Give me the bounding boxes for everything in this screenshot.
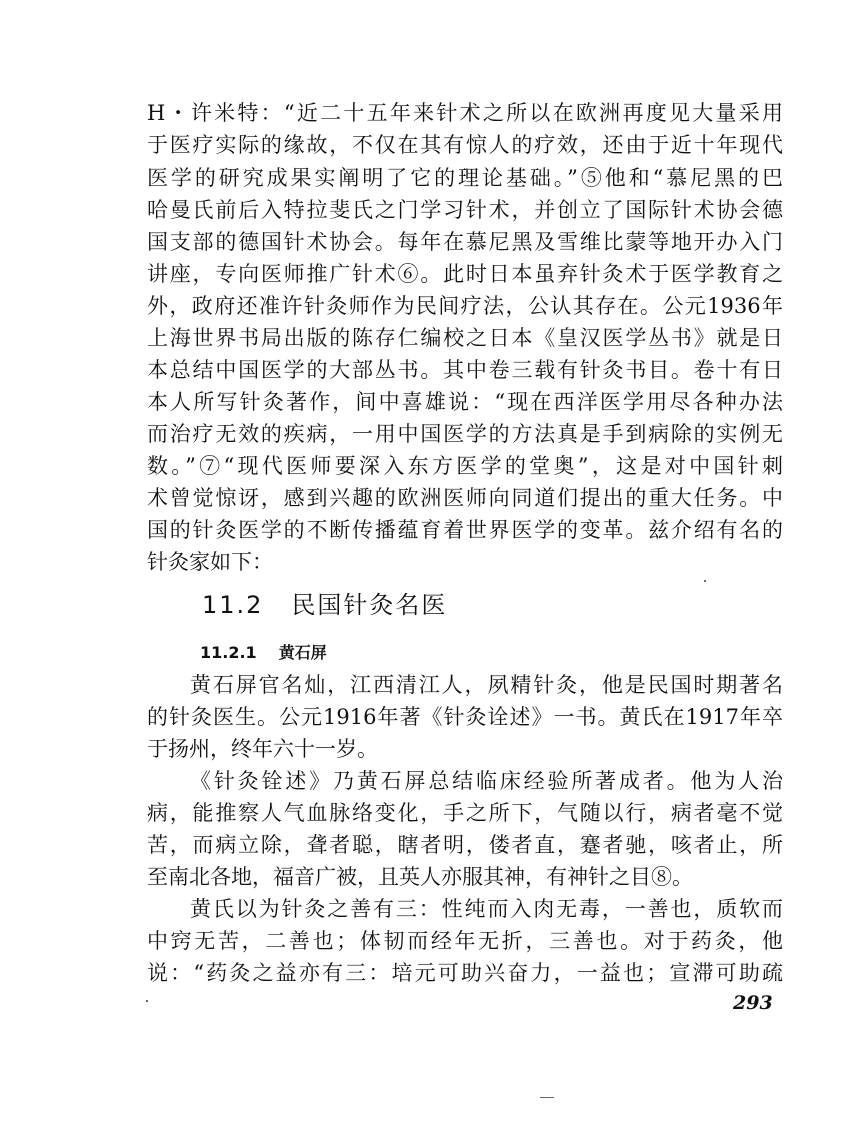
text-line: 数。”⑦“现代医师要深入东方医学的堂奥”，这是对中国针刺 [147, 454, 783, 478]
scan-speck [540, 1097, 554, 1098]
text-line: 苦，而病立除，聋者聪，瞎者明，偻者直，蹇者驰，咳者止，所 [147, 833, 783, 857]
subsection-title: 黄石屏 [278, 643, 327, 662]
page-number: 293 [733, 992, 773, 1014]
subsection-heading [200, 643, 327, 663]
text-line: 的针灸医生。公元1916年著《针灸诠述》一书。黄氏在1917年卒 [147, 705, 783, 729]
text-line: 国支部的德国针术协会。每年在慕尼黑及雪维比蒙等地开办入门 [147, 230, 783, 254]
text-line: 讲座，专向医师推广针术⑥。此时日本虽弃针灸术于医学教育之 [147, 262, 783, 286]
text-line: 术曾觉惊讶，感到兴趣的欧洲医师向同道们提出的重大任务。中 [147, 486, 783, 510]
text-line: 本人所写针灸著作，间中喜雄说：“现在西洋医学用尽各种办法 [147, 390, 783, 414]
text-line: 医学的研究成果实阐明了它的理论基础。”⑤他和“慕尼黑的巴 [147, 166, 783, 190]
text-line: 上海世界书局出版的陈存仁编校之日本《皇汉医学丛书》就是日 [147, 326, 783, 350]
section-heading [202, 590, 447, 620]
text-line: 《针灸铨述》乃黄石屏总结临床经验所著成者。他为人治 [190, 769, 783, 793]
text-line: 国的针灸医学的不断传播蕴育着世界医学的变革。兹介绍有名的 [147, 518, 783, 542]
text-line: 中窍无苦，二善也；体韧而经年无折，三善也。对于药灸，他 [147, 929, 783, 953]
text-line: 至南北各地，福音广被，且英人亦服其神，有神针之目⑧。 [147, 865, 693, 889]
subsection-number: 11.2.1 [200, 643, 257, 662]
text-line: 外，政府还准许针灸师作为民间疗法，公认其存在。公元1936年 [147, 294, 783, 318]
text-line: 黄氏以为针灸之善有三：性纯而入肉无毒，一善也，质软而 [190, 897, 783, 921]
text-line: 哈曼氏前后入特拉斐氏之门学习针术，并创立了国际针术协会德 [147, 198, 783, 222]
text-line: 说：“药灸之益亦有三：培元可助兴奋力，一益也；宣滞可助疏 [147, 961, 783, 985]
text-line: 病，能推察人气血脉络变化，手之所下，气随以行，病者毫不觉 [147, 801, 783, 825]
text-line: 而治疗无效的疾病，一用中国医学的方法真是手到病除的实例无 [147, 422, 783, 446]
text-line: 于扬州，终年六十一岁。 [147, 737, 378, 761]
scan-speck [704, 580, 706, 582]
scan-speck [146, 1000, 148, 1002]
text-line: 针灸家如下： [147, 550, 273, 574]
text-line: 黄石屏官名灿，江西清江人，夙精针灸，他是民国时期著名 [190, 673, 783, 697]
text-line: 本总结中国医学的大部丛书。其中卷三载有针灸书目。卷十有日 [147, 358, 783, 382]
text-line: H・许米特：“近二十五年来针术之所以在欧洲再度见大量采用 [147, 101, 783, 125]
section-number: 11.2 [202, 591, 264, 619]
text-line: 于医疗实际的缘故，不仅在其有惊人的疗效，还由于近十年现代 [147, 133, 783, 157]
section-title: 民国针灸名医 [291, 591, 448, 619]
